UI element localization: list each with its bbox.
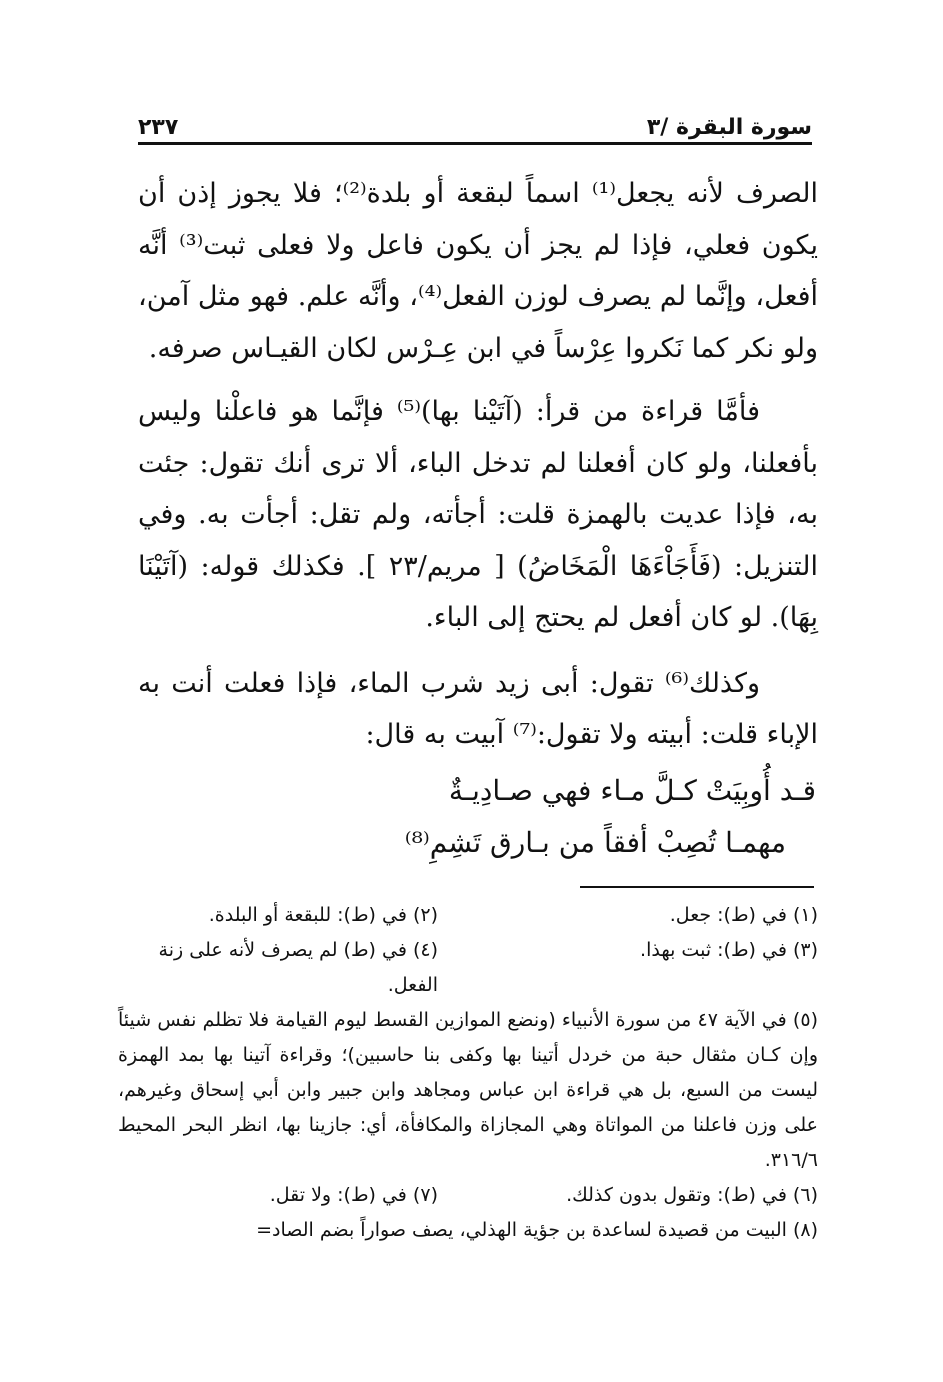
footnote-8: (٨) البيت من قصيدة لساعدة بن جؤية الهذلي، يصف صواراً بضم الصاد= xyxy=(256,1219,818,1241)
footnote-3: (٣) في (ط): ثبت بهذا. xyxy=(640,939,818,961)
main-text xyxy=(138,168,818,869)
chapter-title: سورة البقرة /٣ xyxy=(646,115,812,140)
verse-line-2: مهمـا تُصِبْ أفقاً من بـارق تَشِمِ⁽⁸⁾ xyxy=(404,825,786,859)
footnote-6: (٦) في (ط): وتقول بدون كذلك. xyxy=(566,1184,818,1206)
page-number: ٢٣٧ xyxy=(138,115,179,140)
footnote-4: (٤) في (ط) لم يصرف لأنه على زنة الفعل. xyxy=(158,939,438,996)
footnote-row-3 xyxy=(118,1178,818,1213)
verse-line-1: قـد أُوبِيَتْ كـلَّ مـاء فهي صـادِيـةٌ xyxy=(448,773,816,807)
footnote-7: (٧) في (ط): ولا تقل. xyxy=(269,1184,438,1206)
poem-verse xyxy=(138,765,818,869)
footnote-row-2 xyxy=(118,933,818,1003)
running-header xyxy=(138,104,812,140)
footnote-rule xyxy=(580,886,814,888)
paragraph-3: وكذلك⁽⁶⁾ تقول: أبى زيد شرب الماء، فإذا فعلت أنت به الإباء قلت: أبيته ولا تقول:⁽⁷⁾ آبيت به قال: xyxy=(138,667,818,750)
header-rule xyxy=(138,142,812,145)
footnote-row-1 xyxy=(118,898,818,933)
paragraph-1: الصرف لأنه يجعل⁽¹⁾ اسماً لبقعة أو بلدة⁽²⁾؛ فلا يجوز إذن أن يكون فعلي، فإذا لم يجز أن يكون فاعل ولا فعلى ثبت⁽³⁾ أنَّه أفعل، وإنَّما لم يصرف لوزن الفعل⁽⁴⁾، وأنَّه علم. فهو مثل آمن، ولو نكر كما نَكروا عِرْساً في ابن عِـرْس لكان القيـاس صرفه. xyxy=(138,178,818,364)
footnotes xyxy=(118,898,818,1248)
paragraph-2: فأمَّا قراءة من قرأ: (آتَيْنا بها)⁽⁵⁾ فإنَّما هو فاعلْنا وليس بأفعلنا، ولو كان أفعلنا لم تدخل الباء، ألا ترى أنك تقول: جئت به، فإذا عديت بالهمزة قلت: أجأته، ولم تقل: أجأت به. وفي التنزيل: (فَأَجَاْءَهَا الْمَخَاضُ) [ مريم/٢٣ ]. فكذلك قوله: (آتَيْنَا بِهَا). لو كان أفعل لم يحتج إلى الباء. xyxy=(138,396,818,633)
footnote-5: (٥) في الآية ٤٧ من سورة الأنبياء (ونضع الموازين القسط ليوم القيامة فلا تظلم نفس شيئاً وإن كـان مثقال حبة من خردل أتينا بها وكفى بنا حاسبين)؛ وقراءة آتينا بها بمد الهمزة ليست من السبع، بل هي قراءة ابن عباس ومجاهد وابن جبير وابن أبي إسحاق وغيرهم، على وزن فاعلنا من المواتاة وهي المجازاة والمكافأة، أي: جازينا بها، انظر البحر المحيط ٣١٦/٦. xyxy=(118,1009,818,1171)
footnote-2: (٢) في (ط): للبقعة أو البلدة. xyxy=(208,904,438,926)
footnote-1: (١) في (ط): جعل. xyxy=(669,904,818,926)
